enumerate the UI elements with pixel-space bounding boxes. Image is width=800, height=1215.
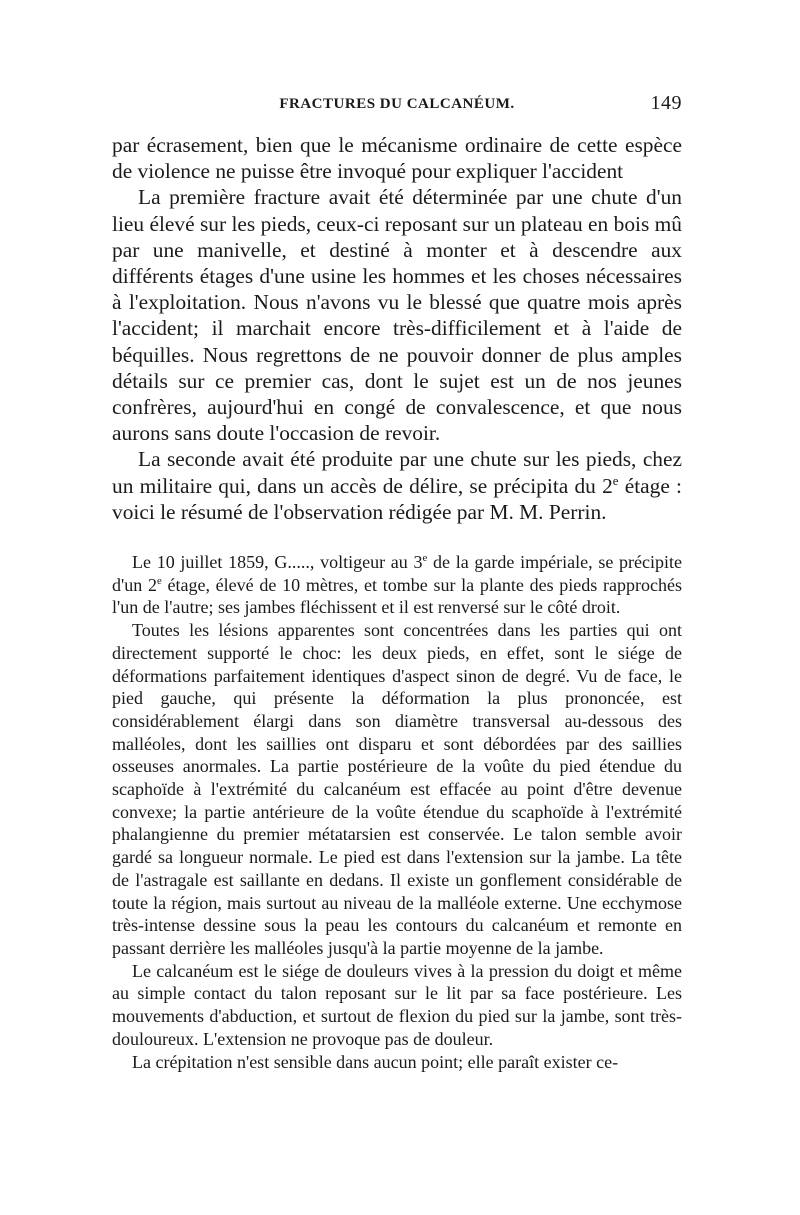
text-run: de la garde impériale, se précipite d'un 2 (112, 552, 682, 595)
book-page (112, 92, 682, 1073)
paragraph: La crépitation n'est sensible dans aucun point; elle paraît exister ce- (132, 1051, 619, 1072)
paragraph: Le calcanéum est le siége de douleurs vives à la pression du doigt et même au simple contact du talon reposant sur le lit par sa face postérieure. Les mouvements d'abduction, et surtout de flexion du pied sur la jambe, sont très-douloureux. L'extension ne provoque pas de douleur. (112, 960, 682, 1049)
paragraph: La première fracture avait été déterminée par une chute d'un lieu élevé sur les pieds, ceux-ci reposant sur un plateau en bois mû par une manivelle, et destiné à monter et à descendre aux différents étages d'une usine les hommes et les choses nécessaires à l'exploitation. Nous n'avons vu le blessé que quatre mois après l'accident; il marchait encore très-difficilement et à l'aide de béquilles. Nous regrettons de ne pouvoir donner de plus amples détails sur ce premier cas, dont le sujet est un de nos jeunes confrères, aujourd'hui en congé de convalescence, et que nous aurons sans doute l'occasion de revoir. (112, 185, 682, 446)
text-run: La seconde avait été produite par une chute sur les pieds, chez un militaire qui, dans un accès de délire, se précipita du 2 (112, 447, 682, 498)
text-run: Le 10 juillet 1859, G....., voltigeur au 3 (132, 552, 423, 573)
superscript: e (422, 552, 428, 565)
paragraph: par écrasement, bien que le mécanisme ordinaire de cette espèce de violence ne puisse être invoqué pour expliquer l'accident (112, 133, 682, 184)
superscript: e (156, 574, 162, 587)
paragraph: Toutes les lésions apparentes sont concentrées dans les parties qui ont directement supporté le choc: les deux pieds, en effet, sont le siége de déformations parfaitement identiques d'aspect sinon de degré. Vu de face, le pied gauche, qui présente la déformation la plus prononcée, est considérablement élargi dans son diamètre transversal au-dessous des malléoles, dont les saillies ont disparu et sont débordées par des saillies osseuses anormales. La partie postérieure de la voûte du pied étendue du scaphoïde à l'extrémité du calcanéum est effacée au point d'être devenue convexe; la partie antérieure de la voûte étendue du scaphoïde à l'extrémité phalangienne du premier métatarsien est conservée. Le talon semble avoir gardé sa longueur normale. Le pied est dans l'extension sur la jambe. La tête de l'astragale est saillante en dedans. Il existe un gonflement considérable de toute la région, mais surtout au niveau de la malléole externe. Une ecchymose très-intense dessine sous la peau les contours du calcanéum et remonte en passant derrière les malléoles jusqu'à la partie moyenne de la jambe. (112, 620, 682, 958)
page-header (112, 92, 682, 122)
main-text (112, 132, 682, 525)
paragraph (112, 446, 682, 525)
text-run: étage, élevé de 10 mètres, et tombe sur la plante des pieds rapprochés l'un de l'autre; ses jambes fléchissent et il est renversé sur le côté droit. (112, 574, 682, 618)
paragraph (112, 551, 682, 619)
page-number: 149 (650, 92, 682, 114)
superscript: e (612, 473, 619, 488)
text-run: étage : voici le résumé de l'observation rédigée par M. M. Perrin. (112, 473, 682, 524)
observation-text (112, 551, 682, 1073)
running-title: FRACTURES DU CALCANÉUM. (279, 96, 515, 112)
